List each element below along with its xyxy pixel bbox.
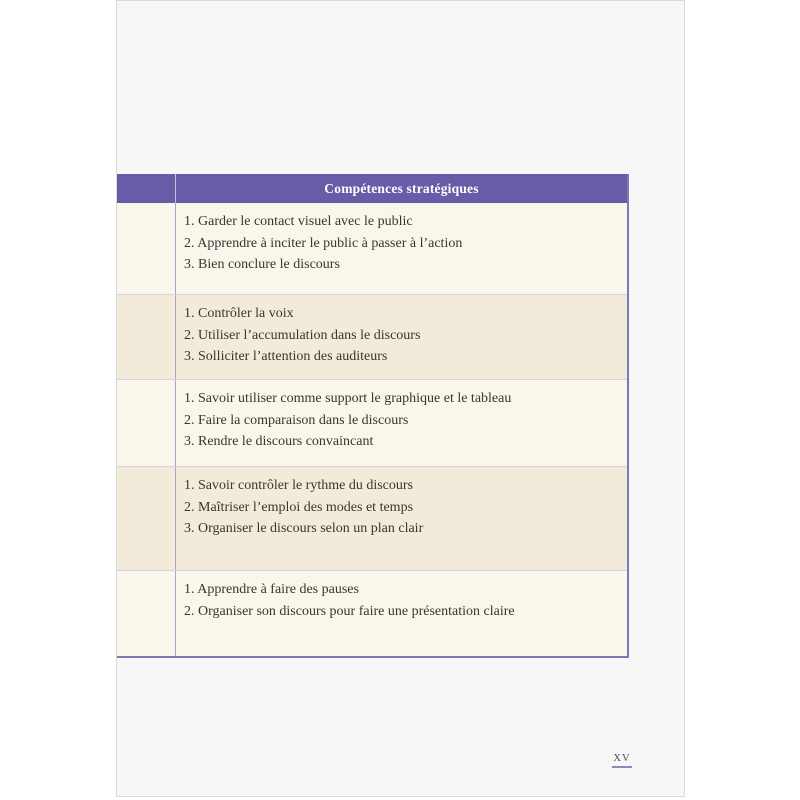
list-item: 2. Utiliser l’accumulation dans le discours bbox=[184, 327, 421, 343]
table-cell-left bbox=[117, 380, 176, 466]
list-item: 1. Savoir contrôler le rythme du discours bbox=[184, 478, 414, 493]
document-page bbox=[116, 0, 685, 797]
list-item: 2. Organiser son discours pour faire une présentation claire bbox=[184, 603, 515, 619]
table-cell-left bbox=[117, 571, 176, 656]
table-header-left-cell bbox=[117, 174, 176, 203]
table-cell-left bbox=[117, 203, 176, 294]
list-item: 3. Solliciter l’attention des auditeurs bbox=[184, 349, 388, 364]
list-item: 3. Bien conclure le discours bbox=[184, 257, 340, 272]
table-cell-skills bbox=[176, 571, 627, 656]
table-cell-left bbox=[117, 467, 176, 570]
list-item: 1. Apprendre à faire des pauses bbox=[184, 582, 359, 597]
list-item: 1. Garder le contact visuel avec le public bbox=[184, 214, 413, 229]
list-item: 2. Faire la comparaison dans le discours bbox=[184, 412, 409, 428]
table-row bbox=[117, 571, 627, 656]
table-cell-skills bbox=[176, 380, 627, 466]
table-cell-skills bbox=[176, 203, 627, 294]
table-header-row bbox=[117, 174, 627, 203]
list-item: 1. Savoir utiliser comme support le graphique et le tableau bbox=[184, 391, 512, 406]
page-number: XV bbox=[612, 753, 631, 768]
table-row bbox=[117, 295, 627, 380]
table-row bbox=[117, 203, 627, 295]
list-item: 3. Organiser le discours selon un plan clair bbox=[184, 521, 424, 536]
table-header-skills-label: Compétences stratégiques bbox=[176, 174, 627, 203]
table-cell-skills bbox=[176, 467, 627, 570]
list-item: 2. Apprendre à inciter le public à passer à l’action bbox=[184, 235, 463, 251]
table-row bbox=[117, 380, 627, 467]
list-item: 3. Rendre le discours convaincant bbox=[184, 434, 374, 449]
table-cell-left bbox=[117, 295, 176, 379]
table-row bbox=[117, 467, 627, 571]
table-cell-skills bbox=[176, 295, 627, 379]
list-item: 1. Contrôler la voix bbox=[184, 306, 294, 321]
list-item: 2. Maîtriser l’emploi des modes et temps bbox=[184, 499, 414, 515]
strategic-skills-table bbox=[117, 174, 629, 658]
page-number-container bbox=[592, 748, 652, 768]
